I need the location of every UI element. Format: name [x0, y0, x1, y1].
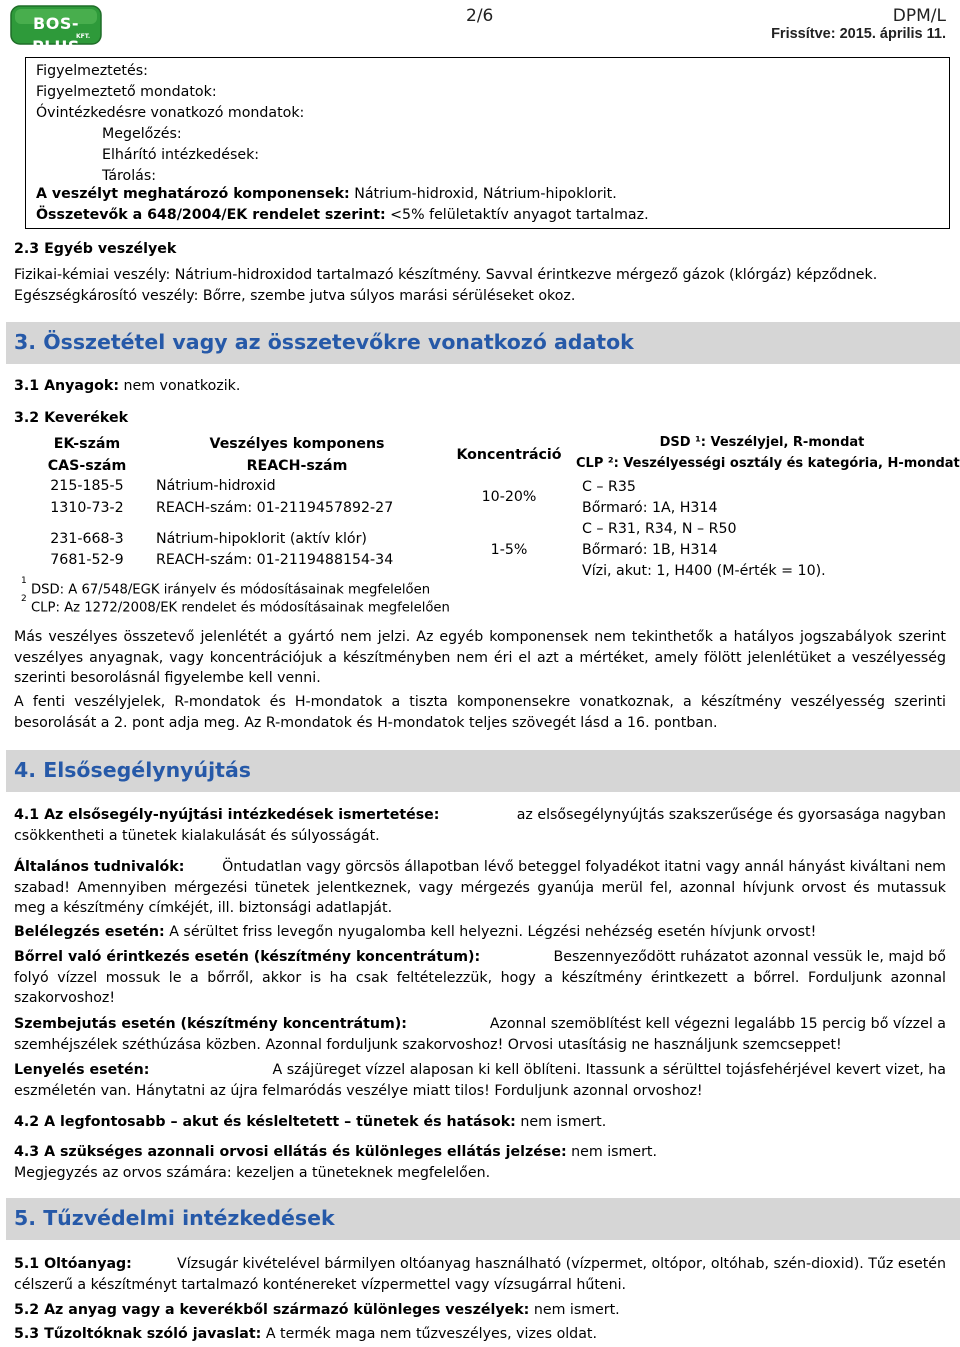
header-ec-number: EK-szám: [53, 436, 121, 452]
paragraph-line: csökkentheti a tünetek kialakulását és súlyosságát.: [14, 827, 380, 844]
section-5-title: 5. Tűzvédelmi intézkedések: [14, 1206, 335, 1230]
header-concentration: Koncentráció: [456, 447, 562, 463]
row2-dsd: C – R31, R34, N – R50: [582, 521, 737, 537]
paragraph-line: szakorvoshoz!: [14, 990, 116, 1007]
general-info-label: Általános tudnivalók:: [14, 859, 185, 875]
physchem-hazard: Fizikai-kémiai veszély: Nátrium-hidroxidod tartalmazó készítmény. Savval érintkezve mérgező gázok (klórgáz) képződnek.: [14, 267, 878, 283]
firefighter-advice-value: A termék maga nem tűzveszélyes, vizes oldat.: [261, 1326, 597, 1342]
footnote-1-text: DSD: A 67/548/EGK irányelv és módosításainak megfelelően: [30, 582, 431, 598]
precautionary-label: Óvintézkedésre vonatkozó mondatok:: [36, 105, 305, 121]
warning-phrases-label: Figyelmeztető mondatok:: [36, 84, 217, 100]
substances-label: 3.1 Anyagok:: [14, 378, 119, 394]
row2-name: Nátrium-hipoklorit (aktív klór): [156, 531, 367, 547]
storage-label: Tárolás:: [102, 168, 157, 184]
row2-concentration: 1-5%: [490, 542, 528, 558]
row1-ec: 215-185-5: [50, 478, 124, 494]
first-aid-text: az elsősegélynyújtás szakszerűsége és gyorsasága nagyban: [516, 807, 946, 823]
inhalation-line: [14, 922, 816, 943]
special-hazards-label: 5.2 Az anyag vagy a keverékből származó különleges veszélyek:: [14, 1302, 530, 1318]
ingestion: [14, 1060, 946, 1101]
first-aid-measures: [14, 805, 946, 846]
paragraph-line: eszméletén van. Hánytatni az újra felmaródás veszélye miatt tilos! Forduljunk azonnal orvoshoz!: [14, 1082, 703, 1099]
footnote-1: $^1$ DSD: A 67/548/EGK irányelv és módosításainak megfelelően: [21, 576, 431, 598]
extinguishing-text: Vízsugár kivételével bármilyen oltóanyag használható (vízpermet, oltópor, oltóhab, szén-dioxid). Tűz esetén: [177, 1256, 946, 1272]
eye-contact-text: Azonnal szemöblítést kell végezni legalább 15 percig bő vízzel a: [489, 1016, 946, 1032]
header-component: Veszélyes komponens: [209, 436, 385, 452]
paragraph-line: szabad! Amennyiben mérgezési tünetek jelentkeznek, vagy mérgezés gyanúja merül fel, azonnal hívjunk orvost és mutassuk: [14, 879, 946, 896]
general-info: [14, 857, 946, 919]
warning-label: Figyelmeztetés:: [36, 63, 148, 79]
first-aid-label: 4.1 Az elsősegély-nyújtási intézkedések ismertetése:: [14, 807, 440, 823]
paragraph-line: [14, 857, 946, 878]
section-5-bar: [6, 1198, 960, 1240]
header-cas-number: CAS-szám: [47, 458, 127, 474]
row1-dsd: C – R35: [582, 479, 636, 495]
firefighter-advice-line: [14, 1324, 597, 1345]
revision-date: Frissítve: 2015. április 11.: [771, 26, 946, 42]
section-4-bar: [6, 750, 960, 792]
company-logo: [10, 5, 102, 57]
row1-name: Nátrium-hidroxid: [156, 478, 276, 494]
symptoms-label: 4.2 A legfontosabb – akut és késleltetett – tünetek és hatások:: [14, 1114, 516, 1130]
ingredients-value: <5% felületaktív anyagot tartalmaz.: [385, 207, 649, 223]
row2-reach: REACH-szám: 01-2119488154-34: [156, 552, 394, 568]
ingredients-label: Összetevők a 648/2004/EK rendelet szerint:: [36, 207, 386, 223]
header-dsd: DSD ¹: Veszélyjel, R-mondat: [659, 435, 865, 450]
substances-line: [14, 376, 240, 397]
eye-contact: [14, 1014, 946, 1055]
symptoms-value: nem ismert.: [515, 1114, 607, 1130]
row1-clp: Bőrmaró: 1A, H314: [582, 500, 718, 516]
paragraph-line: [14, 1014, 946, 1035]
substances-value: nem vonatkozik.: [119, 378, 241, 394]
extinguishing-label: 5.1 Oltóanyag:: [14, 1256, 132, 1272]
doctor-note: Megjegyzés az orvos számára: kezeljen a tüneteknek megfelelően.: [14, 1165, 491, 1181]
inhalation-text: A sérültet friss levegőn nyugalomba kell helyezni. Légzési nehézség esetén hívjunk orvost!: [164, 924, 817, 940]
section-2-3-title: 2.3 Egyéb veszélyek: [14, 241, 177, 257]
hazard-components-line: [36, 184, 617, 205]
paragraph-line: veszélyes anyagnak, vagy koncentrációjuk a készítményben nem éri el azt a mértéket, amely fölött jelenlétüket a veszélyesség: [14, 649, 946, 666]
section-3-title: 3. Összetétel vagy az összetevőkre vonatkozó adatok: [14, 330, 634, 354]
document-code: DPM/L: [892, 6, 946, 26]
prevention-label: Megelőzés:: [102, 126, 182, 142]
paragraph-line: célszerű a készítményt tartalmazó konténereket vízpermettel vagy vízsugárral hűteni.: [14, 1276, 627, 1293]
hazard-note-paragraph: [14, 692, 946, 733]
skin-contact-text: Beszennyeződött ruházatot azonnal vessük le, majd bő: [553, 949, 946, 965]
row1-reach: REACH-szám: 01-2119457892-27: [156, 500, 394, 516]
special-hazards-line: [14, 1300, 620, 1321]
response-label: Elhárító intézkedések:: [102, 147, 260, 163]
paragraph-line: szerinti besorolásnál figyelembe kell venni.: [14, 670, 321, 687]
logo-text: BOS-PLUS: [32, 14, 80, 57]
ingestion-label: Lenyelés esetén:: [14, 1062, 150, 1078]
paragraph-line: [14, 947, 946, 968]
row2-ec: 231-668-3: [50, 531, 124, 547]
medical-attention-label: 4.3 A szükséges azonnali orvosi ellátás és különleges ellátás jelzése:: [14, 1144, 567, 1160]
paragraph-line: besorolását a 2. pont adja meg. Az R-mondatok és H-mondatok teljes szövegét lásd a 16. pontban.: [14, 714, 718, 731]
other-components-paragraph: [14, 627, 946, 689]
header-reach: REACH-szám: [246, 458, 348, 474]
row2-clp: Bőrmaró: 1B, H314: [582, 542, 718, 558]
paragraph-line: [14, 1060, 946, 1081]
medical-attention-value: nem ismert.: [566, 1144, 658, 1160]
skin-contact-label: Bőrrel való érintkezés esetén (készítmény koncentrátum):: [14, 949, 481, 965]
row2-clp-aquatic: Vízi, akut: 1, H400 (M-érték = 10).: [582, 563, 826, 579]
footnote-2-text: CLP: Az 1272/2008/EK rendelet és módosításainak megfelelően: [30, 600, 450, 616]
paragraph-line: folyó vízzel mossuk le a bőrről, akkor is ha csak feltételezzük, hogy a készítmény érintkezett a bőrrel. Forduljunk azonnal: [14, 969, 946, 986]
inhalation-label: Belélegzés esetén:: [14, 924, 165, 940]
row1-concentration: 10-20%: [481, 489, 537, 505]
footnote-2: $^2$ CLP: Az 1272/2008/EK rendelet és módosításainak megfelelően: [21, 594, 450, 616]
header-clp: CLP ²: Veszélyességi osztály és kategória, H-mondat: [576, 456, 960, 471]
hazard-components-value: Nátrium-hidroxid, Nátrium-hipoklorit.: [349, 186, 617, 202]
paragraph-line: A fenti veszélyjelek, R-mondatok és H-mondatok a tiszta komponensekre vonatkoznak, a készítmény veszélyesség szerinti: [14, 694, 946, 710]
hazard-components-label: A veszélyt meghatározó komponensek:: [36, 186, 350, 202]
firefighter-advice-label: 5.3 Tűzoltóknak szóló javaslat:: [14, 1326, 262, 1342]
ingestion-text: A szájüreget vízzel alaposan ki kell öblíteni. Itassunk a sérülttel tojásfehérjével kevert vizet, ha: [272, 1062, 946, 1078]
section-4-title: 4. Elsősegélynyújtás: [14, 758, 251, 782]
row2-cas: 7681-52-9: [50, 552, 124, 568]
paragraph-line: Más veszélyes összetevő jelenlétét a gyártó nem jelzi. Az egyéb komponensek nem tekinthetők a hatályos jogszabályok szerint: [14, 629, 946, 645]
paragraph-line: meg a készítmény címkéjét, ill. biztonsági adatlapját.: [14, 900, 393, 917]
eye-contact-label: Szembejutás esetén (készítmény koncentrátum):: [14, 1016, 407, 1032]
label-elements-box: [25, 57, 950, 229]
symptoms-line: [14, 1112, 606, 1133]
mixtures-title: 3.2 Keverékek: [14, 410, 129, 426]
ingredients-line: [36, 205, 649, 226]
medical-attention-line: [14, 1142, 657, 1163]
health-hazard: Egészségkárosító veszély: Bőrre, szembe jutva súlyos marási sérüléseket okoz.: [14, 288, 576, 304]
skin-contact: [14, 947, 946, 1009]
row1-cas: 1310-73-2: [50, 500, 124, 516]
logo-subtext: KFT.: [76, 33, 91, 40]
page-number: 2/6: [466, 6, 494, 26]
section-3-bar: [6, 322, 960, 364]
paragraph-line: [14, 805, 946, 826]
extinguishing-media: [14, 1254, 946, 1295]
special-hazards-value: nem ismert.: [529, 1302, 620, 1318]
paragraph-line: szemhéjszélek széthúzása közben. Azonnal forduljunk szakorvoshoz! Orvosi utasításig ne használjunk szemcseppet!: [14, 1036, 842, 1053]
general-info-text: Öntudatlan vagy görcsös állapotban lévő beteggel folyadékot itatni vagy annál hányást kiváltani nem: [222, 859, 946, 875]
paragraph-line: [14, 1254, 946, 1275]
